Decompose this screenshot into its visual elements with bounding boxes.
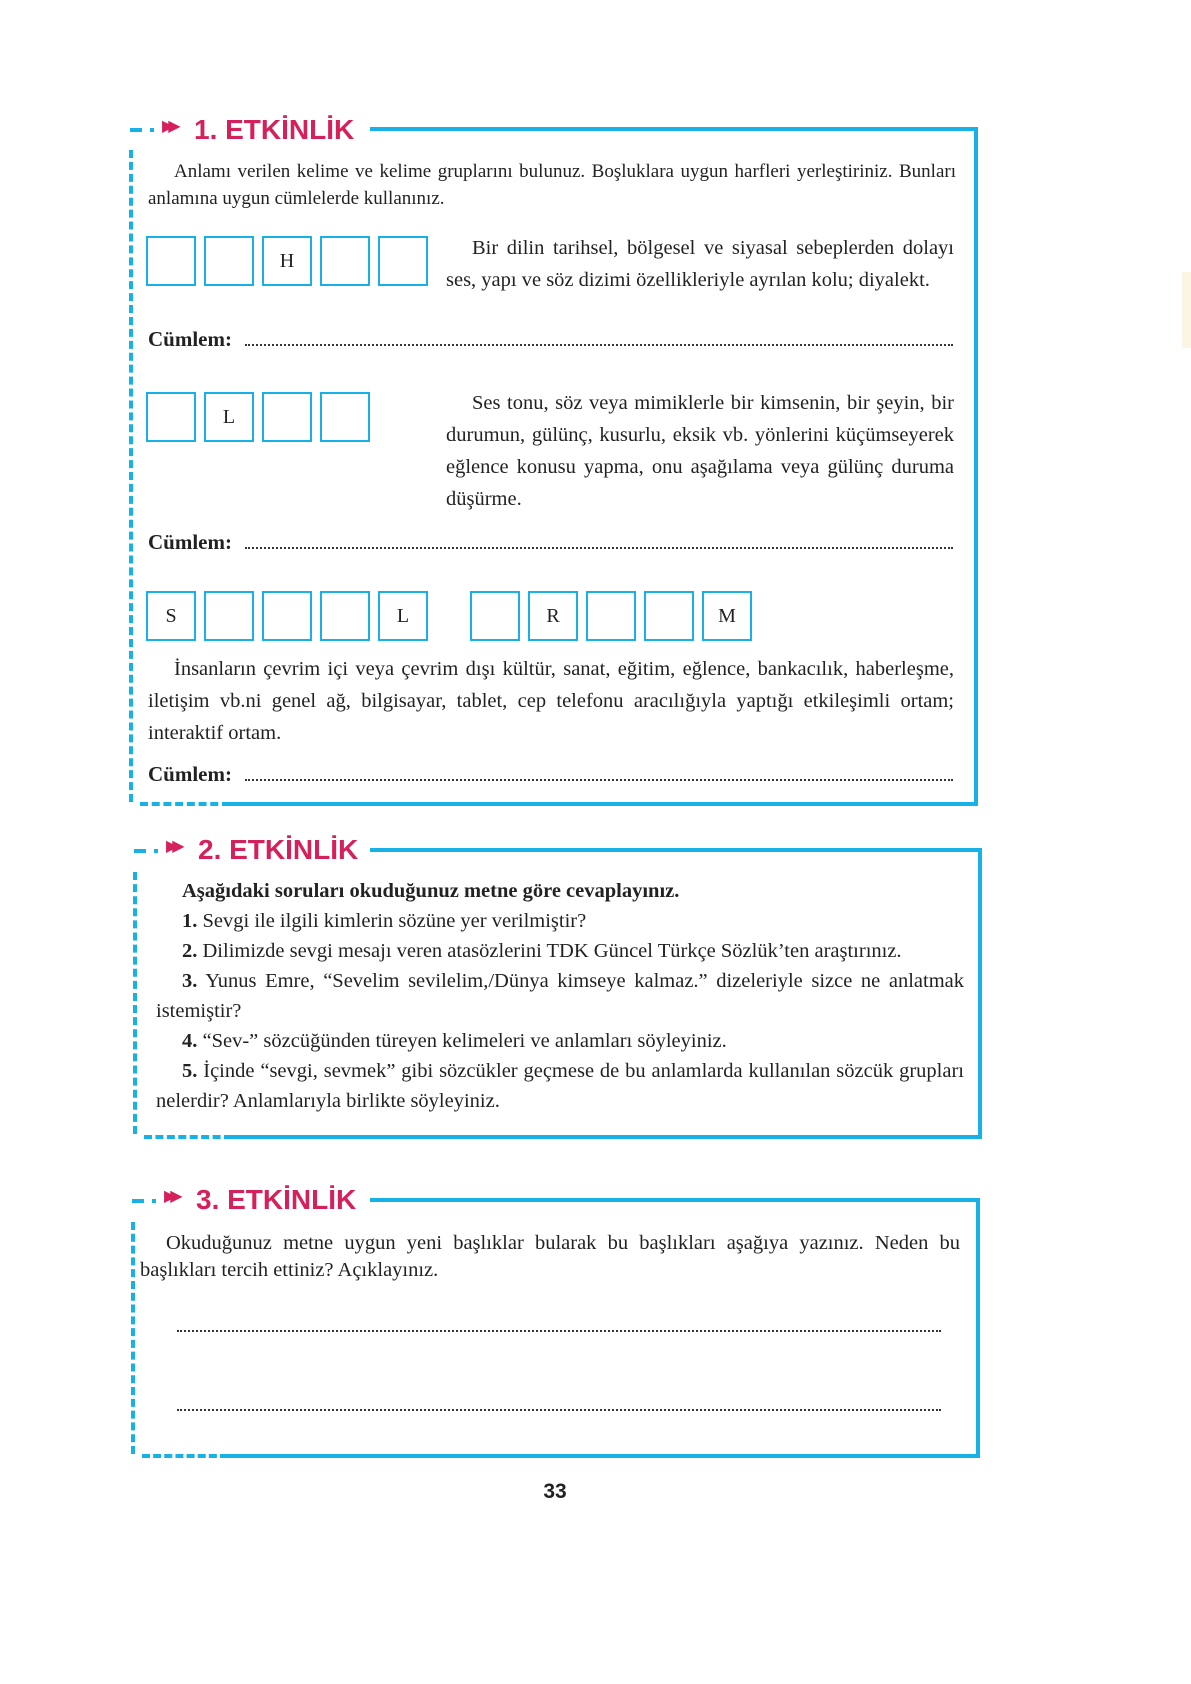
definition: Ses tonu, söz veya mimiklerle bir kimsenin, bir şeyin, bir durumun, gülünç, kusurlu, eksik vb. yönlerini küçümseyerek eğlence konusu yapma, onu aşağılama veya gülünç duruma düşürme.	[446, 392, 954, 510]
letter-box[interactable]: L	[204, 392, 254, 442]
answer-line[interactable]	[177, 1330, 941, 1332]
letter-box[interactable]	[586, 591, 636, 641]
question: 3. Yunus Emre, “Sevelim sevilelim,/Dünya kimseye kalmaz.” dizeleriyle sizce ne anlatmak istemiştir?	[156, 970, 964, 1022]
letter-box[interactable]	[262, 591, 312, 641]
sentence-line[interactable]	[245, 547, 953, 549]
letter-box[interactable]	[204, 591, 254, 641]
answer-line[interactable]	[177, 1409, 941, 1411]
letter-box[interactable]	[320, 392, 370, 442]
instruction: Aşağıdaki soruları okuduğunuz metne göre cevaplayınız.	[182, 880, 680, 902]
letter-box[interactable]	[320, 591, 370, 641]
activity-title: 1. ETKİNLİK	[194, 114, 355, 145]
definition: İnsanların çevrim içi veya çevrim dışı kültür, sanat, eğitim, eğlence, bankacılık, haberleşme, iletişim vb.ni genel ağ, bilgisayar, tablet, cep telefonu aracılığıyla yaptığı etkileşimli ortam; interaktif ortam.	[148, 658, 954, 744]
activity-title: 3. ETKİNLİK	[196, 1184, 357, 1215]
double-arrow-icon: ▶▶	[166, 836, 179, 855]
letter-box[interactable]: H	[262, 236, 312, 286]
letter-box[interactable]: M	[702, 591, 752, 641]
sentence-line[interactable]	[245, 344, 953, 346]
question: 2. Dilimizde sevgi mesajı veren atasözlerini TDK Güncel Türkçe Sözlük’ten araştırınız.	[182, 940, 902, 962]
instruction: Anlamı verilen kelime ve kelime gruplarını bulunuz. Boşluklara uygun harfleri yerleştiriniz. Bunları anlamına uygun cümlelerde kullanınız.	[148, 161, 956, 209]
page-number: 33	[543, 1480, 567, 1503]
sentence-label: Cümlem:	[148, 530, 232, 554]
double-arrow-icon: ▶▶	[164, 1186, 177, 1205]
question: 5. İçinde “sevgi, sevmek” gibi sözcükler geçmese de bu anlamlarda kullanılan sözcük grupları nelerdir? Anlamlarıyla birlikte söyleyiniz.	[156, 1060, 964, 1112]
question: 4. “Sev-” sözcüğünden türeyen kelimeleri ve anlamları söyleyiniz.	[182, 1030, 727, 1052]
activity-title: 2. ETKİNLİK	[198, 834, 359, 865]
question: 1. Sevgi ile ilgili kimlerin sözüne yer verilmiştir?	[182, 910, 587, 932]
definition: Bir dilin tarihsel, bölgesel ve siyasal sebeplerden dolayı ses, yapı ve söz dizimi özellikleriyle ayrılan kolu; diyalekt.	[446, 237, 954, 291]
sentence-line[interactable]	[245, 779, 953, 781]
letter-box[interactable]: L	[378, 591, 428, 641]
letter-box[interactable]	[146, 236, 196, 286]
letter-box[interactable]	[320, 236, 370, 286]
letter-box[interactable]	[262, 392, 312, 442]
double-arrow-icon: ▶▶	[162, 116, 175, 135]
sentence-label: Cümlem:	[148, 762, 232, 786]
letter-box[interactable]	[378, 236, 428, 286]
letter-box[interactable]: S	[146, 591, 196, 641]
letter-box[interactable]	[146, 392, 196, 442]
letter-box[interactable]	[644, 591, 694, 641]
letter-box[interactable]: R	[528, 591, 578, 641]
instruction: Okuduğunuz metne uygun yeni başlıklar bularak bu başlıkları aşağıya yazınız. Neden bu başlıkları tercih ettiniz? Açıklayınız.	[140, 1232, 960, 1281]
letter-box[interactable]	[470, 591, 520, 641]
sentence-label: Cümlem:	[148, 327, 232, 351]
letter-box[interactable]	[204, 236, 254, 286]
side-tab	[1182, 272, 1191, 348]
